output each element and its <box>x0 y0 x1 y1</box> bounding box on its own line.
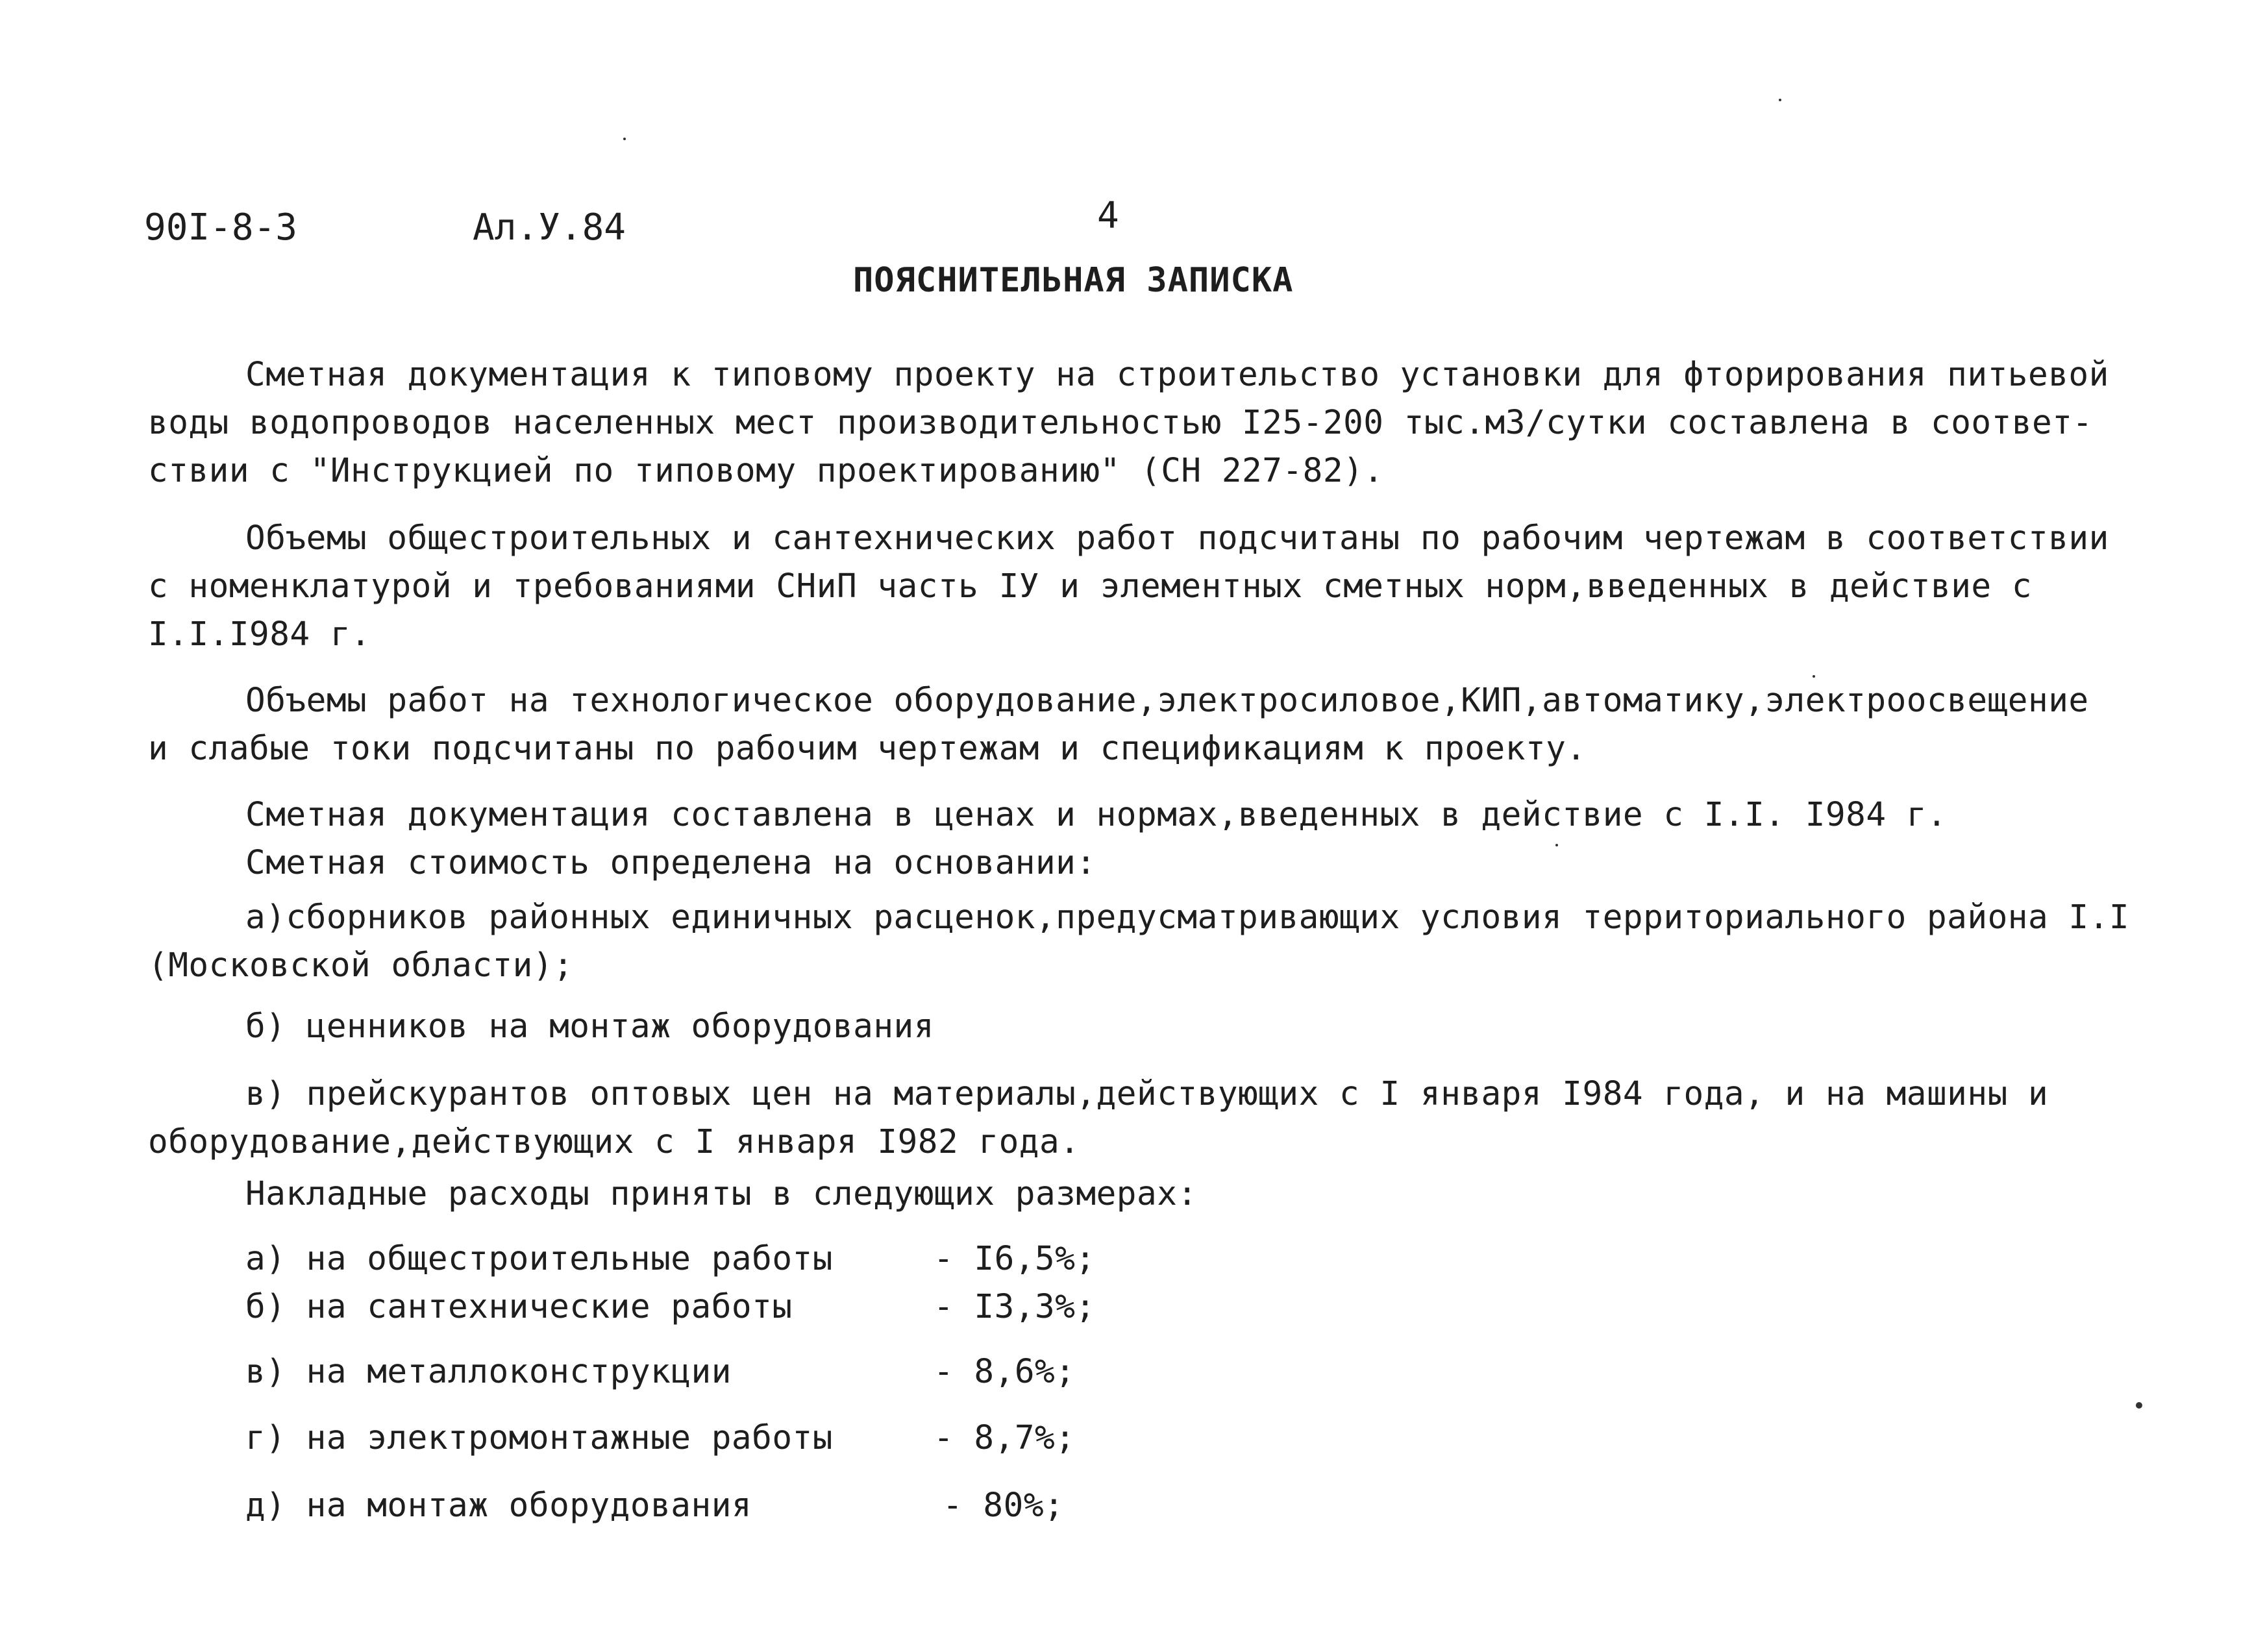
document-code: 90I-8-3 <box>144 206 298 249</box>
overhead-item <box>245 1353 1076 1391</box>
paragraph-line: Сметная документация составлена в ценах и нормах,введенных в действие с I.I. I984 г. <box>245 796 1948 834</box>
scan-speck <box>623 138 626 140</box>
scan-speck <box>1813 675 1815 678</box>
overhead-label: б) на сантехнические работы <box>245 1288 793 1326</box>
paragraph-line: б) ценников на монтаж оборудования <box>245 1007 934 1046</box>
paragraph-line: Накладные расходы приняты в следующих размерах: <box>245 1175 1198 1213</box>
paragraph-line: Сметная стоимость определена на основании: <box>245 844 1096 882</box>
overhead-item <box>245 1240 1096 1278</box>
overhead-value: - 80%; <box>943 1486 1065 1525</box>
paragraph-line: Объемы общестроительных и сантехнических работ подсчитаны по рабочим чертежам в соответствии <box>245 519 2109 558</box>
paragraph-line: а)сборников районных единичных расценок,предусматривающих условия территориального района I.I <box>245 898 2130 937</box>
overhead-item <box>245 1486 1065 1525</box>
paragraph-line: воды водопроводов населенных мест производительностью I25-200 тыс.м3/сутки составлена в соответ- <box>148 404 2093 442</box>
page-title: ПОЯСНИТЕЛЬНАЯ ЗАПИСКА <box>853 261 1294 300</box>
overhead-label: г) на электромонтажные работы <box>245 1419 833 1457</box>
paragraph-line: оборудование,действующих с I января I982 года. <box>148 1123 1080 1161</box>
paragraph-line: в) прейскурантов оптовых цен на материалы,действующих с I января I984 года, и на машины и <box>245 1075 2049 1113</box>
paragraph-line: Сметная документация к типовому проекту на строительство установки для фторирования питьевой <box>245 356 2109 394</box>
paragraph-line: ствии с "Инструкцией по типовому проектированию" (СН 227-82). <box>148 452 1384 490</box>
overhead-item <box>245 1288 1096 1326</box>
overhead-item <box>245 1419 1076 1457</box>
overhead-value: - 8,6%; <box>934 1353 1076 1391</box>
scan-speck <box>2136 1402 2142 1409</box>
paragraph-line: (Московской области); <box>148 946 574 985</box>
paragraph-line: I.I.I984 г. <box>148 615 371 654</box>
overhead-value: - I3,3%; <box>934 1288 1096 1326</box>
scan-speck <box>1555 844 1558 846</box>
overhead-label: в) на металлоконструкции <box>245 1353 732 1391</box>
paragraph-line: Объемы работ на технологическое оборудование,электросиловое,КИП,автоматику,электроосвещение <box>245 682 2089 720</box>
paragraph-line: с номенклатурой и требованиями СНиП часть IУ и элементных сметных норм,введенных в действие с <box>148 567 2033 606</box>
page-number: 4 <box>1097 195 1119 237</box>
overhead-label: д) на монтаж оборудования <box>245 1486 752 1525</box>
scan-speck <box>1779 99 1781 101</box>
overhead-value: - I6,5%; <box>934 1240 1096 1278</box>
paragraph-line: и слабые токи подсчитаны по рабочим чертежам и спецификациям к проекту. <box>148 730 1587 768</box>
overhead-label: а) на общестроительные работы <box>245 1240 833 1278</box>
overhead-value: - 8,7%; <box>934 1419 1076 1457</box>
album-number: Ал.У.84 <box>473 206 626 249</box>
